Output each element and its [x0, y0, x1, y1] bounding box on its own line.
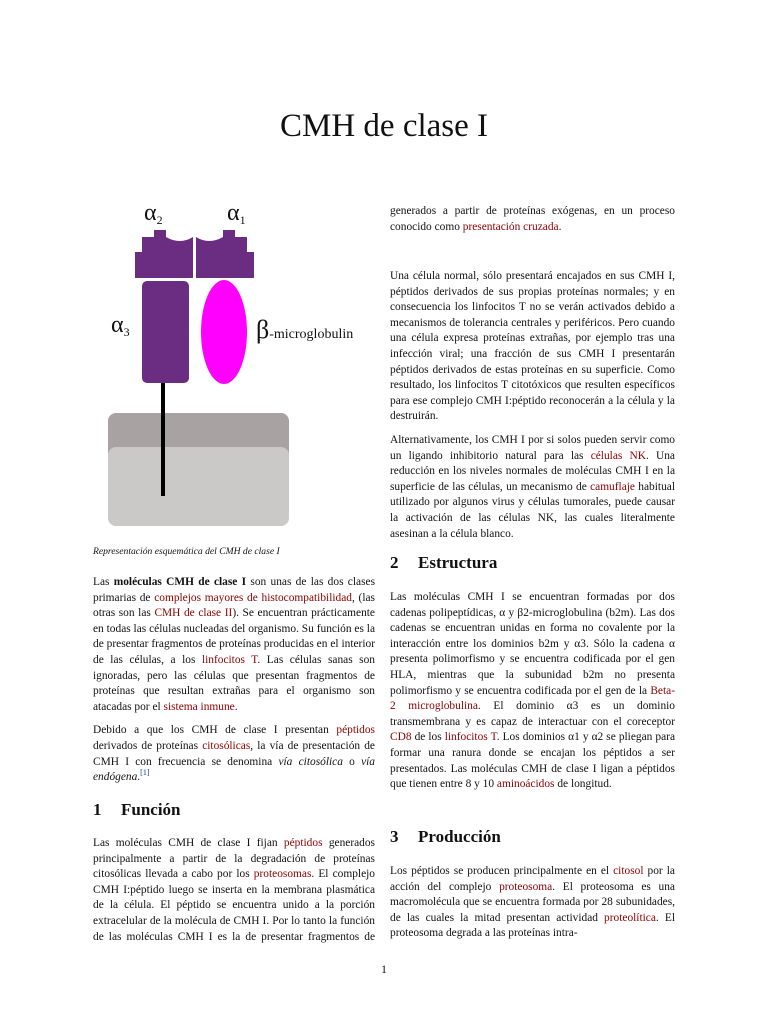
funcion-paragraph-1-continued: generados a partir de proteínas exógenas, en un proceso conocido como presentación cruzada.: [390, 205, 675, 233]
page-number: 1: [381, 962, 387, 976]
link-cd8[interactable]: CD8: [390, 731, 412, 744]
estructura-column: [390, 590, 675, 801]
link-complejos-mayores[interactable]: complejos mayores de histocompatibilidad: [154, 591, 352, 604]
produccion-column: [390, 864, 675, 950]
link-citosol[interactable]: citosol: [613, 865, 644, 877]
link-proteolitica[interactable]: proteolítica: [604, 911, 656, 924]
link-camuflaje[interactable]: camuflaje: [590, 480, 635, 493]
link-sistema-inmune[interactable]: sistema inmune: [163, 700, 235, 713]
section-heading-estructura: 2 Estructura: [390, 553, 498, 572]
produccion-paragraph-1: Los péptidos se producen principalmente en el citosol por la acción del complejo proteosoma. El proteosoma es una macromolécula que se encuentra formada por 28 subunidades, de las cuales la mitad presentan actividad proteolítica. El proteosoma degrada a las proteínas intra-: [390, 865, 675, 940]
estructura-paragraph-1: Las moléculas CMH I se encuentran formadas por dos cadenas polipeptídicas, α y β2-microglobulina (b2m). Las dos cadenas se encuentran unidas en forma no covalente por la interacción entre los dominios b2m y α3. Sólo la cadena α presenta polimorfismo y se encuentra codificada por el gen HLA, mientras que la subunidad b2m no presenta polimorfismo y se encuentra codificada por el gen de la Beta-2 microglobulina. El dominio α3 es un dominio transmembrana y es capaz de interactuar con el coreceptor CD8 de los linfocitos T. Los dominios α1 y α2 se pliegan para formar una ranura donde se encajan los péptidos a ser presentados. Las moléculas CMH de clase I ligan a péptidos que tienen entre 8 y 10 aminoácidos de longitud.: [390, 591, 675, 791]
link-aminoacidos[interactable]: aminoácidos: [496, 778, 555, 791]
alpha3-domain: [142, 281, 189, 383]
beta2-microglobulin: [201, 280, 247, 384]
alpha1-label: α1: [227, 200, 246, 227]
funcion-column-right: [390, 204, 675, 550]
figure-caption: Representación esquemática del CMH de clase I: [93, 546, 280, 557]
intro-paragraph-2: Debido a que los CMH de clase I presentan péptidos derivados de proteínas citosólicas, la vía de presentación de CMH I con frecuencia se denomina vía citosólica o vía endógena.[1]: [93, 724, 375, 784]
alpha2-label: α2: [144, 200, 163, 227]
intro-paragraph-1: Las moléculas CMH de clase I son unas de las dos clases primarias de complejos mayores de histocompatibilidad, (las otras son las CMH de clase II). Se encuentran prácticamente en todas las células nucleadas del organismo. Su función es la de presentar fragmentos de proteínas producidas en el interior de las células, a los linfocitos T. Las células sanas son ignoradas, pero las células que presentan fragmentos de proteínas que resultan extrañas para el organismo son atacadas por el sistema inmune.: [93, 576, 376, 713]
intro-column: [93, 575, 375, 794]
transmembrane-anchor: [161, 380, 165, 496]
link-linfocitos-t[interactable]: linfocitos T: [201, 653, 258, 666]
funcion-paragraph-3: Alternativamente, los CMH I por si solos pueden servir como un ligando inhibitorio natural para las células NK. Una reducción en los niveles normales de moléculas CMH I en la superficie de las células, un mecanismo de camuflaje habitual utilizado por algunos virus y células tumorales, puede causar la activación de las células NK, las cuales literalmente asesinan a la célula blanco.: [390, 433, 676, 540]
alpha1-domain: [196, 230, 254, 278]
link-linfocitos-t-estructura[interactable]: linfocitos T: [444, 731, 497, 744]
link-peptidos[interactable]: péptidos: [336, 724, 375, 737]
alpha2-domain: [135, 230, 193, 278]
link-beta2-microglobulina[interactable]: Beta-2 microglobulina: [390, 684, 675, 713]
link-proteosomas[interactable]: proteosomas: [253, 868, 312, 881]
funcion-column-left: [93, 836, 375, 946]
section-heading-produccion: 3 Producción: [390, 827, 501, 846]
section-heading-funcion: 1 Función: [93, 800, 181, 819]
link-presentacion-cruzada-cont[interactable]: presentación cruzada: [462, 220, 559, 233]
page-title: CMH de clase I: [279, 108, 489, 144]
membrane-bottom: [108, 447, 289, 526]
link-citosolicas[interactable]: citosólicas: [202, 739, 251, 752]
funcion-paragraph-1: Las moléculas CMH de clase I fijan péptidos generados principalmente a partir de la degradación de proteínas citosólicas llevada a cabo por los proteosomas. El complejo CMH I:péptido luego se inserta en la membrana plasmática de la célula. El péptido se encuentra unido a la porción extracelular de la molécula de CMH I. Por lo tanto la función de las moléculas CMH I es la de presentar fragmentos de: [93, 837, 375, 943]
mhc-class-i-diagram: [100, 195, 390, 530]
link-peptidos-funcion[interactable]: péptidos: [283, 837, 323, 849]
beta-microglobulin-label: β-microglobulin: [256, 315, 354, 344]
alpha3-label: α3: [111, 312, 130, 339]
link-cmh-clase-ii[interactable]: CMH de clase II: [154, 607, 233, 620]
link-celulas-nk[interactable]: células NK: [590, 449, 646, 462]
citation-1[interactable]: [1]: [140, 768, 150, 778]
funcion-paragraph-2: Una célula normal, sólo presentará encajados en sus CMH I, péptidos derivados de sus propias proteínas normales; y en consecuencia los linfocitos T no se verán activados debido a mecanismos de tolerancia centrales y periféricos. Pero cuando una célula expresa proteínas extrañas, por ejemplo tras una infección viral; una fracción de sus CMH I presentarán péptidos derivados de estas proteínas en su superficie. Como resultado, los linfocitos T citotóxicos que resulten específicos para ese complejo CMH I:péptido reconocerán a la célula y la destruirán.: [390, 270, 675, 423]
link-proteosoma[interactable]: proteosoma: [499, 880, 553, 893]
